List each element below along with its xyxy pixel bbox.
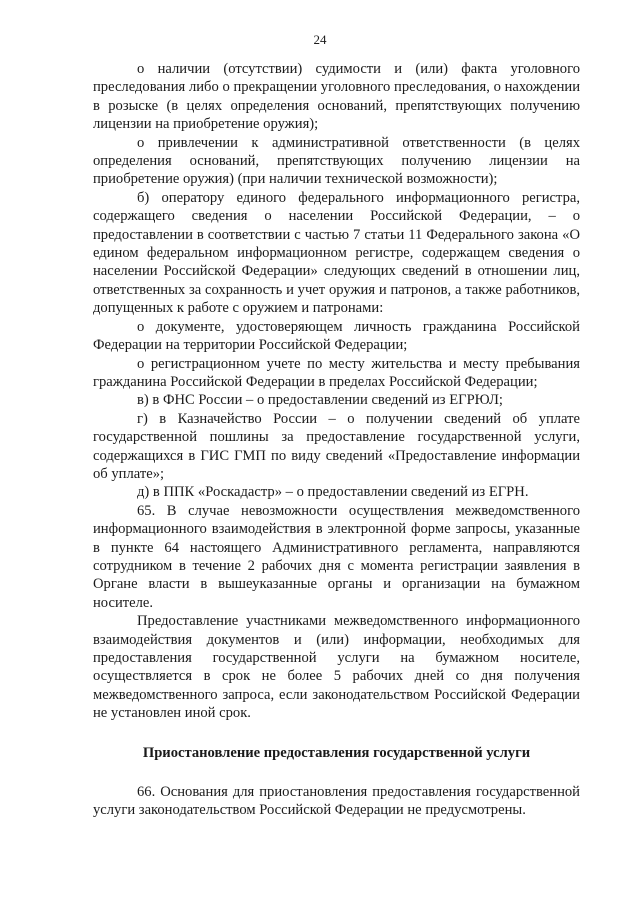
paragraph-roskadastr-request: д) в ППК «Роскадастр» – о предоставлении сведений из ЕГРН. [137,484,529,501]
paragraph-criminal-record: о наличии (отсутствии) судимости и (или) факта уголовного преследования либо о прекращении уголовного преследования, о нахождении в розыске (в целях определения оснований, препятствующих получению лицензии на приобретение оружия); [93,61,580,133]
paragraph-interagency-deadline: Предоставление участниками межведомственного информационного взаимодействия документов и (или) информации, необходимых для предоставления государственной услуги на бумажном носителе, осуществляется в срок не более 5 рабочих дней со дня получения межведомственного запроса, если законодательством Российской Федерации не установлен иной срок. [93,613,580,722]
section-heading: Приостановление предоставления государственной услуги [142,744,531,761]
paragraph-population-register: б) оператору единого федерального информационного регистра, содержащего сведения о населении Российской Федерации, – о предоставлении в соответствии с частью 7 статьи 11 Федерального закона «О едином федеральном информационном регистре, содержащем сведения о населении Российской Федерации» следующих сведений в отношении лиц, ответственных за сохранность и учет оружия и патронов, а также работников, допущенных к работе с оружием и патронами: [93,189,580,317]
page-number: 24 [313,32,327,47]
paragraph-item-65: 65. В случае невозможности осуществления межведомственного информационного взаимодействия в электронной форме запросы, указанные в пункте 64 настоящего Административного регламента, направляются сотрудником в течение 2 рабочих дня с момента регистрации заявления в Органе власти в вышеуказанные органы и организации на бумажном носителе. [93,502,580,611]
paragraph-fns-request: в) в ФНС России – о предоставлении сведений из ЕГРЮЛ; [137,392,503,409]
paragraph-item-66: 66. Основания для приостановления предоставления государственной услуги законодательством Российской Федерации не предусмотрены. [93,784,580,819]
paragraph-registration-record: о регистрационном учете по месту жительства и месту пребывания гражданина Российской Федерации в пределах Российской Федерации; [93,355,580,390]
paragraph-identity-document: о документе, удостоверяющем личность гражданина Российской Федерации на территории Российской Федерации; [93,318,580,354]
paragraph-treasury-request: г) в Казначейство России – о получении сведений об уплате государственной пошлины за предоставление государственной услуги, содержащихся в ГИС ГМП по виду сведений «Предоставление информации об уплате»; [93,410,580,482]
document-body [93,60,580,820]
paragraph-administrative-liability: о привлечении к административной ответственности (в целях определения оснований, препятствующих получению лицензии на приобретение оружия) (при наличии технической возможности); [93,134,580,188]
